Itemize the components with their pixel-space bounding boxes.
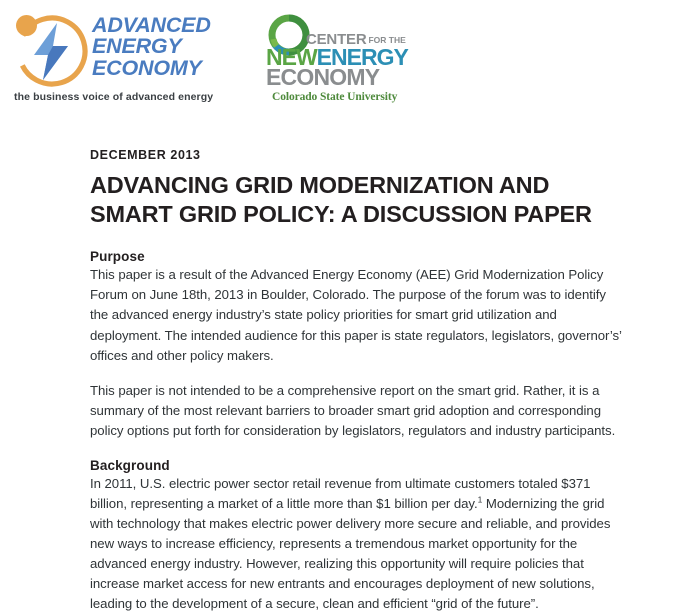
aee-tagline: the business voice of advanced energy xyxy=(14,91,214,103)
cnee-energy-text: ENERGY xyxy=(316,44,408,70)
section-background xyxy=(90,458,622,614)
aee-wordmark-line-2: ENERGY xyxy=(92,34,182,59)
background-text-after-footnote: Modernizing the grid with technology that makes electric power delivery more secure and reliable, and provides new ways to increase efficiency, represents a tremendous market opportunity for the advanced energy industry. However, realizing this opportunity will require policies that increase market access for new entrants and encourages deployment of new solutions, leading to the development of a secure, clean and efficient “grid of the future”. xyxy=(90,495,611,612)
footnote-marker[interactable]: 1 xyxy=(477,494,483,505)
aee-wordmark-line-3: ECONOMY xyxy=(92,55,202,80)
logo-header-band xyxy=(0,0,691,112)
background-text-before-footnote: In 2011, U.S. electric power sector retail revenue from ultimate customers totaled $371 billion, representing a market of a little more than $1 billion per day. xyxy=(90,475,591,511)
page-title xyxy=(90,171,622,228)
aee-logo xyxy=(12,11,227,103)
section-purpose xyxy=(90,249,622,441)
purpose-paragraph-2: This paper is not intended to be a comprehensive report on the smart grid. Rather, it is a summary of the most relevant barriers to broader smart grid adoption and corresponding policy options put forth for consideration by legislators, regulators and industry participants. xyxy=(90,382,616,438)
cnee-university-text: Colorado State University xyxy=(272,91,398,103)
section-heading-background: Background xyxy=(90,457,170,473)
publication-date: DECEMBER 2013 xyxy=(90,148,201,162)
section-heading-purpose: Purpose xyxy=(90,249,145,265)
cnee-forthe-text: FOR THE xyxy=(368,35,406,45)
background-paragraph-1 xyxy=(90,474,622,614)
cnee-logo xyxy=(266,11,408,103)
cnee-economy-text: ECONOMY xyxy=(266,64,380,90)
page-title-line-2: SMART GRID POLICY: A DISCUSSION PAPER xyxy=(90,200,592,227)
page-title-line-1: ADVANCING GRID MODERNIZATION AND xyxy=(90,172,550,198)
cnee-center-text: CENTER xyxy=(306,31,367,48)
purpose-paragraph-1: This paper is a result of the Advanced Energy Economy (AEE) Grid Modernization Policy Forum on June 18th, 2013 in Boulder, Colorado. The purpose of the forum was to identify the advanced energy industry’s state policy priorities for smart grid utilization and deployment. The intended audience for this paper is state regulators, legislators, governor’s’ offices and other policy makers. xyxy=(90,267,622,363)
aee-wordmark xyxy=(92,15,227,79)
aee-wordmark-line-1: ADVANCED xyxy=(92,13,211,37)
document-content xyxy=(90,148,622,614)
lightning-bolt-circle-icon xyxy=(12,11,90,89)
cnee-new-text: NEW xyxy=(266,44,317,70)
